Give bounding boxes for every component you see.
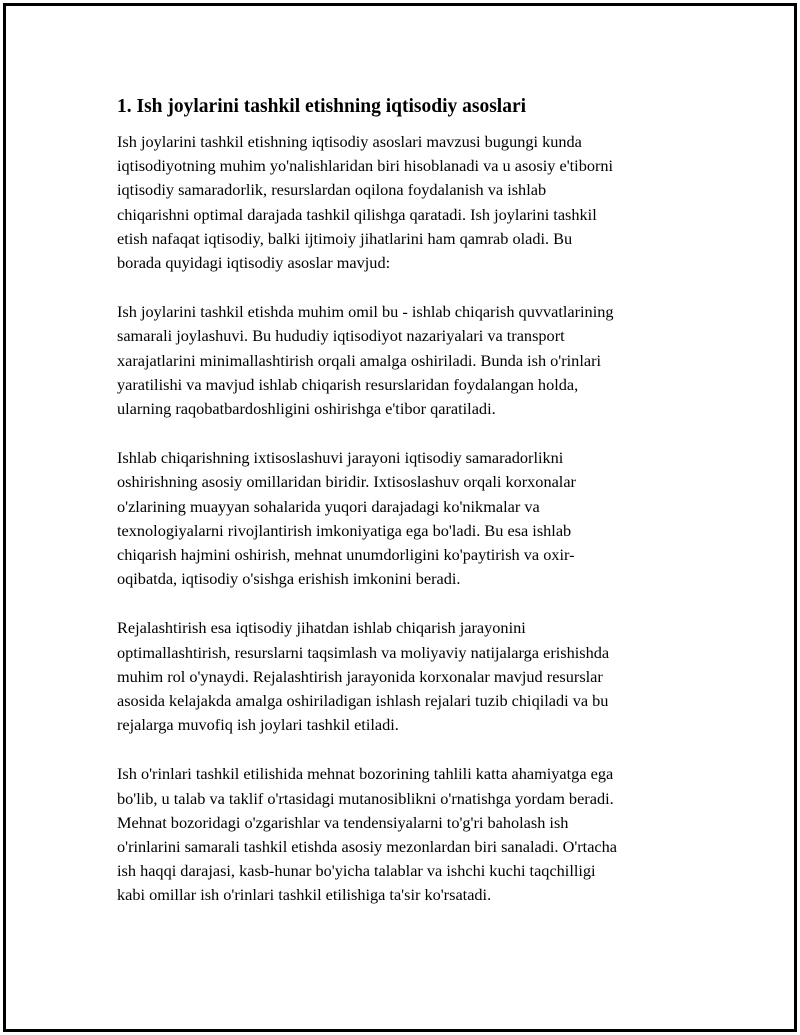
text-line: Ish joylarini tashkil etishda muhim omil bu - ishlab chiqarish quvvatlarining: [117, 302, 614, 322]
document-body: [117, 94, 697, 933]
text-line: samarali joylashuvi. Bu hududiy iqtisodiyot nazariyalari va transport: [117, 326, 565, 346]
text-line: chiqarishni optimal darajada tashkil qilishga qaratadi. Ish joylarini tashkil: [117, 204, 597, 224]
text-line: Ish joylarini tashkil etishning iqtisodiy asoslari mavzusi bugungi kunda: [117, 132, 582, 151]
text-line: Mehnat bozoridagi o'zgarishlar va tendensiyalarni to'g'ri baholash ish: [117, 812, 569, 832]
paragraph-specialization: [117, 446, 697, 591]
paragraph-intro: [117, 130, 697, 275]
text-line: Rejalashtirish esa iqtisodiy jihatdan ishlab chiqarish jarayonini: [117, 618, 526, 638]
text-line: oqibatda, iqtisodiy o'sishga erishish imkonini beradi.: [117, 569, 461, 589]
text-line: ish haqqi darajasi, kasb-hunar bo'yicha talablar va ishchi kuchi taqchilligi: [117, 861, 596, 881]
section-heading: 1. Ish joylarini tashkil etishning iqtisodiy asoslari: [117, 96, 527, 117]
text-line: xarajatlarini minimallashtirish orqali amalga oshiriladi. Bunda ish o'rinlari: [117, 350, 602, 370]
text-line: Ishlab chiqarishning ixtisoslashuvi jarayoni iqtisodiy samaradorlikni: [117, 448, 564, 468]
paragraph-planning: [117, 616, 697, 737]
text-line: borada quyidagi iqtisodiy asoslar mavjud:: [117, 253, 391, 273]
text-line: asosida kelajakda amalga oshiriladigan ishlash rejalari tuzib chiqiladi va bu: [117, 691, 609, 711]
text-line: chiqarish hajmini oshirish, mehnat unumdorligini ko'paytirish va oxir-: [117, 545, 575, 565]
text-line: iqtisodiyotning muhim yo'nalishlaridan biri hisoblanadi va u asosiy e'tiborni: [117, 156, 614, 176]
text-line: muhim rol o'ynaydi. Rejalashtirish jarayonida korxonalar mavjud resurslar: [117, 666, 603, 686]
text-line: rejalarga muvofiq ish joylari tashkil etiladi.: [117, 715, 399, 735]
text-line: o'rinlarini samarali tashkil etishda asosiy mezonlardan biri sanaladi. O'rtacha: [117, 837, 618, 857]
text-line: texnologiyalarni rivojlantirish imkoniyatiga ega bo'ladi. Bu esa ishlab: [117, 520, 572, 540]
text-line: iqtisodiy samaradorlik, resurslardan oqilona foydalanish va ishlab: [117, 180, 547, 200]
text-line: o'zlarining muayyan sohalarida yuqori darajadagi ko'nikmalar va: [117, 496, 540, 516]
paragraph-labor-market: [117, 762, 697, 907]
text-line: oshirishning asosiy omillaridan biridir. Ixtisoslashuv orqali korxonalar: [117, 472, 576, 492]
text-line: etish nafaqat iqtisodiy, balki ijtimoiy jihatlarini ham qamrab oladi. Bu: [117, 228, 573, 248]
text-line: yaratilishi va mavjud ishlab chiqarish resurslaridan foydalangan holda,: [117, 374, 579, 394]
text-line: ularning raqobatbardoshligini oshirishga e'tibor qaratiladi.: [117, 399, 496, 419]
paragraph-location: [117, 300, 697, 421]
text-line: kabi omillar ish o'rinlari tashkil etilishiga ta'sir ko'rsatadi.: [117, 885, 492, 905]
text-line: optimallashtirish, resurslarni taqsimlash va moliyaviy natijalarga erishishda: [117, 642, 610, 662]
text-line: bo'lib, u talab va taklif o'rtasidagi mutanosiblikni o'rnatishga yordam beradi.: [117, 788, 614, 808]
text-line: Ish o'rinlari tashkil etilishida mehnat bozorining tahlili katta ahamiyatga ega: [117, 764, 614, 784]
